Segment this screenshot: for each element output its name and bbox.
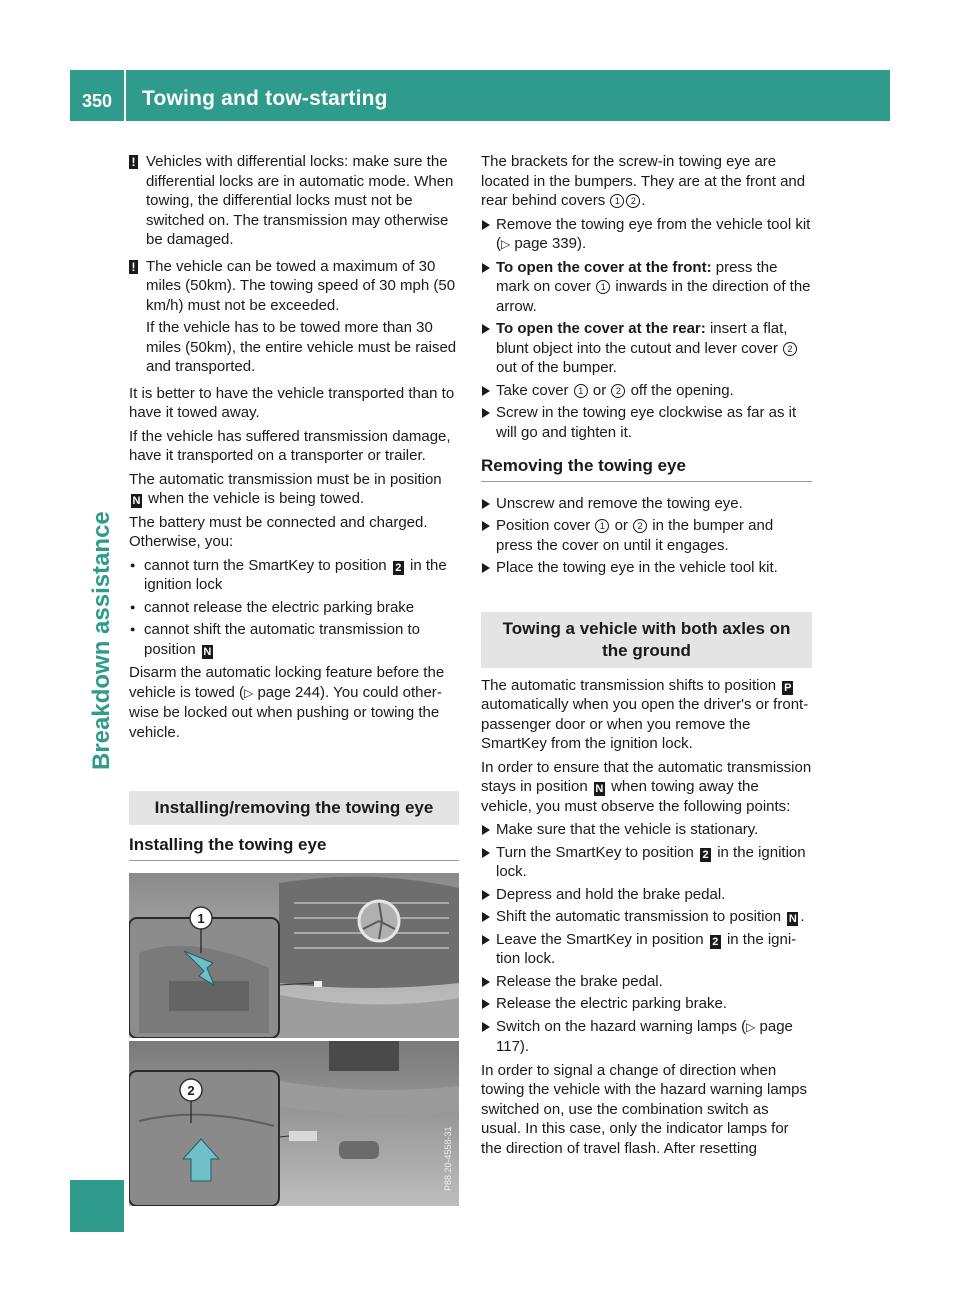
key-position-2-icon: 2 — [710, 935, 721, 949]
paragraph — [129, 663, 459, 742]
page-ref-arrow-icon: ▷ — [746, 1019, 756, 1034]
text-run: press the mark on cover — [496, 258, 778, 295]
text-run: The brackets for the screw-in towing eye are located in the bumpers. They are at the front and rear behind covers — [481, 153, 806, 209]
text-run: Shift the automatic transmission to position — [496, 908, 782, 925]
note-differential-locks — [129, 152, 459, 250]
subsection-heading-installing: Installing the towing eye — [129, 835, 459, 861]
list-item — [129, 620, 459, 659]
callout-2-icon: 2 — [783, 342, 797, 356]
list-item — [481, 215, 812, 255]
figure-code: P88.20-4558-31 — [443, 1125, 453, 1191]
callout-1-icon: 1 — [596, 280, 610, 294]
text-run: Turn the SmartKey to position — [496, 843, 694, 861]
page-number: 350 — [81, 91, 113, 111]
text-run: Leave the SmartKey in position — [496, 930, 704, 948]
section-heading-both-axles: Towing a vehicle with both axles on the ground — [481, 612, 812, 668]
text-run: Position cover — [496, 517, 591, 534]
text-run: automatically when you open the driver's or front-passenger door or when you remove the SmartKey from the ignition lock. — [481, 696, 809, 752]
paragraph: If the vehicle has suffered transmission damage, have it transported on a transporter or trailer. — [129, 427, 451, 464]
text-run: Remove the towing eye from the vehicle tool kit ( — [496, 215, 811, 252]
right-column — [481, 152, 812, 1162]
list-item: Shift the automatic transmission to position N . — [481, 907, 812, 927]
callout-2-icon: 2 — [626, 194, 640, 208]
sidebar-marker-block — [70, 1180, 124, 1232]
page-ref-arrow-icon: ▷ — [501, 237, 511, 251]
key-position-2-icon: 2 — [393, 561, 404, 575]
note-text: If the vehicle has to be towed more than 30 miles (50km), the entire vehicle must be raised and transported. — [146, 319, 457, 375]
step-list-install — [481, 215, 812, 443]
step-label: To open the cover at the rear: — [496, 320, 706, 337]
text-run: off the opening. — [630, 381, 734, 399]
text-run: The automatic transmission must be in position — [129, 470, 442, 488]
list-item: ● cannot release the electric parking brake — [129, 598, 459, 618]
text-run: Disarm the automatic locking feature before the vehicle is towed ( — [129, 664, 445, 701]
text-run: in the ignition lock — [144, 556, 447, 593]
gear-n-icon: N — [203, 645, 212, 658]
callout-1-icon: 1 — [595, 519, 609, 533]
text-run: inwards in the direction of the arrow. — [496, 278, 811, 315]
text-run: when the vehicle is being towed. — [148, 490, 365, 507]
step-list-towing — [481, 820, 812, 1057]
left-column — [129, 152, 459, 1209]
list-item — [481, 843, 812, 882]
text-run: cannot shift the automatic transmission to position — [144, 621, 420, 658]
header-divider — [124, 70, 126, 121]
text-run: ). — [576, 235, 587, 252]
note-towing-distance — [129, 257, 459, 377]
rear-bumper-image — [129, 1041, 459, 1206]
step-list-remove — [481, 494, 812, 578]
page-title: Towing and tow-starting — [142, 87, 388, 110]
step-label: To open the cover at the front: — [496, 258, 712, 276]
list-item: Screw in the towing eye clockwise as far as it will go and tighten it. — [481, 403, 812, 442]
page-reference-link[interactable]: page 339 — [514, 235, 577, 252]
paragraph: The battery must be connected and charged. Otherwise, you: — [129, 513, 428, 550]
key-position-2-icon: 2 — [700, 848, 711, 862]
list-item — [481, 258, 812, 317]
paragraph — [481, 758, 812, 817]
text-run: or — [614, 517, 628, 534]
front-bumper-illustration — [129, 873, 459, 1038]
subsection-heading-removing: Removing the towing eye — [481, 456, 812, 482]
note-text: The vehicle can be towed a maximum of 30 miles (50km). The towing speed of 30 mph (50 km/h) must not be exceeded. — [146, 257, 456, 314]
text-run: cannot turn the SmartKey to position — [144, 556, 387, 574]
paragraph — [481, 676, 812, 754]
text-run: In order to ensure that the automatic transmission stays in position — [481, 758, 812, 795]
section-heading-installing-removing: Installing/removing the towing eye — [129, 791, 459, 825]
text-run: when towing away the vehicle, you must observe the following points: — [481, 778, 791, 815]
list-item: Place the towing eye in the vehicle tool kit. — [481, 558, 812, 578]
page-ref-arrow-icon: ▷ — [244, 685, 254, 700]
sidebar-label-text: Breakdown assistance — [88, 511, 115, 770]
gear-p-icon: P — [784, 681, 792, 694]
callout-2-icon: 2 — [633, 519, 647, 533]
text-run: or — [592, 381, 607, 399]
text-run: out of the bumper. — [496, 359, 617, 376]
text-run: in the bumper and press the cover on until it engages. — [496, 517, 774, 554]
list-item — [481, 319, 812, 378]
list-item: Unscrew and remove the towing eye. — [481, 494, 812, 514]
gear-n-icon: N — [788, 913, 797, 925]
list-item: Release the electric parking brake. — [481, 994, 812, 1014]
callout-1-icon: 1 — [610, 194, 624, 208]
list-item — [481, 930, 812, 969]
text-run: ). You could otherwise be locked out when pushing or towing the vehicle. — [129, 683, 442, 741]
text-run: insert a flat, blunt object into the cutout and lever cover — [496, 320, 788, 357]
rear-bumper-illustration — [129, 1041, 459, 1206]
gear-n-icon: N — [595, 783, 604, 795]
list-item: Release the brake pedal. — [481, 972, 812, 992]
warning-icon: ! — [129, 155, 138, 169]
list-item — [481, 381, 812, 401]
page-reference-link[interactable]: page 117 — [496, 1017, 793, 1055]
text-run: Switch on the hazard warning lamps ( — [496, 1017, 747, 1035]
paragraph — [129, 470, 459, 509]
paragraph: In order to signal a change of direction when towing the vehicle with the hazard warning lamps switched on, use the combination switch as usual. In this case, only the indicator lamps for the direction of travel flash. After resetting — [481, 1061, 808, 1157]
list-item: Depress and hold the brake pedal. — [481, 885, 812, 905]
page-reference-link[interactable]: page 244 — [257, 683, 321, 701]
text-run: Take cover — [496, 381, 569, 399]
text-run: The automatic transmission shifts to position — [481, 676, 777, 694]
front-bumper-image — [129, 873, 459, 1038]
paragraph: It is better to have the vehicle transported than to have it towed away. — [129, 384, 455, 421]
callout-2-icon: 2 — [611, 384, 625, 398]
callout-1-label: 1 — [197, 910, 205, 926]
list-item: Make sure that the vehicle is stationary. — [481, 820, 812, 840]
callout-2-label: 2 — [187, 1082, 195, 1098]
paragraph: The brackets for the screw-in towing eye are located in the bumpers. They are at the front and rear behind covers 1 2 . — [481, 153, 806, 209]
text-run: ). — [519, 1038, 530, 1055]
bullet-list — [129, 556, 459, 660]
text-run: in the ignition lock. — [496, 843, 806, 880]
list-item — [481, 1017, 812, 1057]
list-item — [129, 556, 459, 595]
gear-n-icon: N — [132, 495, 141, 507]
callout-1-icon: 1 — [574, 384, 588, 398]
note-text: Vehicles with differential locks: make sure the differential locks are in automatic mode. When towing, the differential locks must not be switched on. The transmission may otherwise be damaged. — [146, 153, 454, 248]
list-item — [481, 516, 812, 555]
warning-icon: ! — [129, 260, 138, 274]
text-run: in the ignition lock. — [496, 930, 797, 967]
